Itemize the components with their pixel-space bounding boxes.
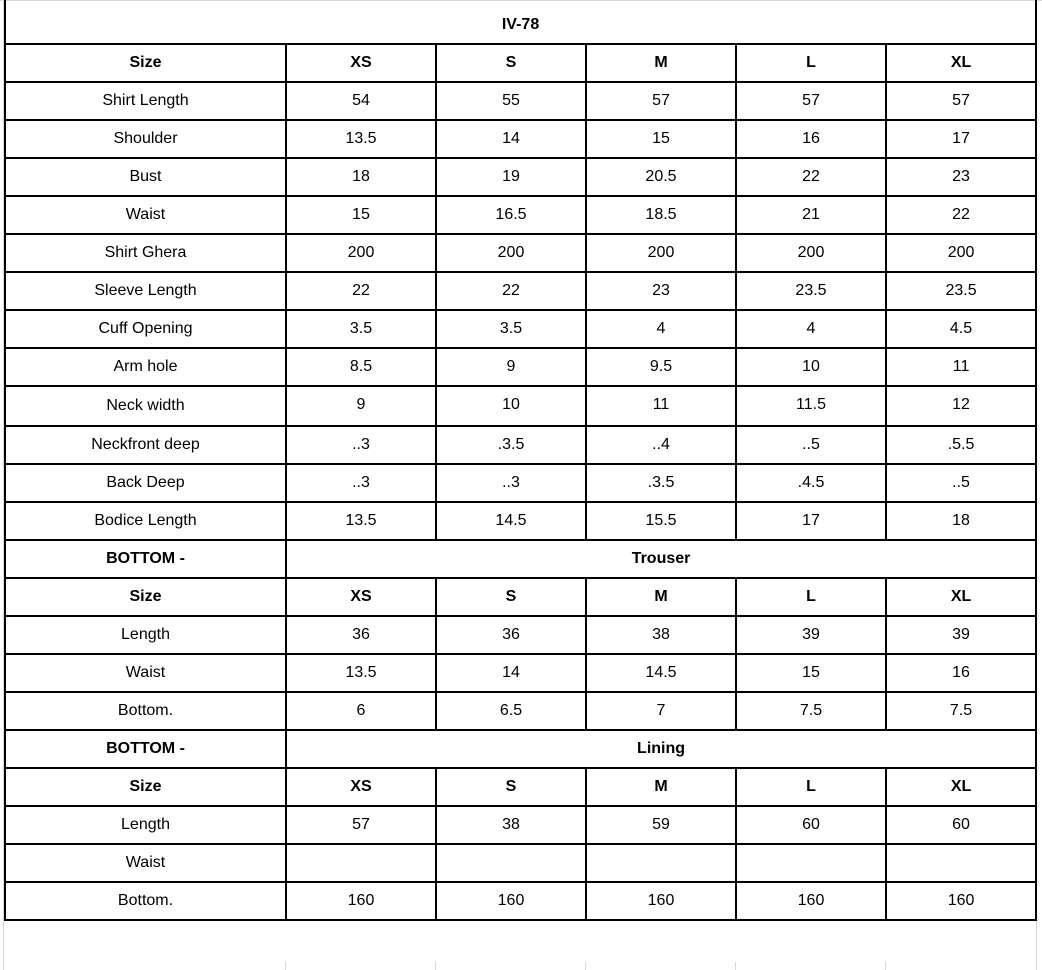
measure-cell[interactable]: 4 xyxy=(736,310,886,348)
measure-cell[interactable]: 17 xyxy=(886,120,1036,158)
measure-cell[interactable]: 14.5 xyxy=(586,654,736,692)
measure-cell[interactable]: 11 xyxy=(586,386,736,426)
measure-cell[interactable]: 57 xyxy=(736,82,886,120)
shirt-measure-row xyxy=(5,502,1036,540)
section-name[interactable]: Trouser xyxy=(286,540,1036,578)
measure-cell[interactable]: 8.5 xyxy=(286,348,436,386)
measure-cell[interactable]: 160 xyxy=(286,882,436,920)
row-label[interactable]: Shirt Length xyxy=(5,82,286,120)
shirt-measure-row xyxy=(5,310,1036,348)
measure-cell[interactable]: 21 xyxy=(736,196,886,234)
measure-cell[interactable]: 14 xyxy=(436,654,586,692)
shirt-measure-row xyxy=(5,82,1036,120)
measure-cell[interactable]: 200 xyxy=(286,234,436,272)
measure-cell[interactable]: 23.5 xyxy=(736,272,886,310)
measure-cell[interactable]: 10 xyxy=(736,348,886,386)
measure-cell[interactable]: 15.5 xyxy=(586,502,736,540)
measure-cell[interactable]: 57 xyxy=(586,82,736,120)
measure-cell[interactable]: 14 xyxy=(436,120,586,158)
size-chart-body xyxy=(5,1,1036,920)
size-header-s[interactable]: S xyxy=(436,578,586,616)
shirt-measure-row xyxy=(5,120,1036,158)
size-header-xl[interactable]: XL xyxy=(886,578,1036,616)
gridline xyxy=(585,962,586,970)
measure-cell[interactable]: 7 xyxy=(586,692,736,730)
size-header-l[interactable]: L xyxy=(736,768,886,806)
measure-cell[interactable]: 12 xyxy=(886,386,1036,426)
row-label[interactable]: Waist xyxy=(5,844,286,882)
measure-cell[interactable]: 17 xyxy=(736,502,886,540)
measure-cell[interactable]: 23 xyxy=(886,158,1036,196)
measure-cell[interactable] xyxy=(886,844,1036,882)
row-label[interactable]: Sleeve Length xyxy=(5,272,286,310)
measure-cell[interactable]: ..4 xyxy=(586,426,736,464)
measure-cell[interactable]: 19 xyxy=(436,158,586,196)
shirt-measure-row xyxy=(5,272,1036,310)
measure-cell[interactable]: .3.5 xyxy=(586,464,736,502)
size-chart-table xyxy=(4,0,1037,921)
size-header-xl[interactable]: XL xyxy=(886,44,1036,82)
measure-cell[interactable]: 13.5 xyxy=(286,120,436,158)
measure-cell[interactable]: 23 xyxy=(586,272,736,310)
measure-cell[interactable]: ..5 xyxy=(886,464,1036,502)
measure-cell[interactable]: ..3 xyxy=(436,464,586,502)
section-label[interactable]: BOTTOM - xyxy=(5,730,286,768)
measure-cell[interactable]: 7.5 xyxy=(886,692,1036,730)
measure-cell[interactable]: 59 xyxy=(586,806,736,844)
row-label[interactable]: Waist xyxy=(5,654,286,692)
row-label[interactable]: Cuff Opening xyxy=(5,310,286,348)
lining-measure-row xyxy=(5,806,1036,844)
measure-cell[interactable]: 57 xyxy=(286,806,436,844)
gridline xyxy=(735,962,736,970)
row-label[interactable]: Bust xyxy=(5,158,286,196)
row-label[interactable]: Length xyxy=(5,616,286,654)
row-label[interactable]: Bottom. xyxy=(5,882,286,920)
size-header-m[interactable]: M xyxy=(586,768,736,806)
measure-cell[interactable]: 13.5 xyxy=(286,654,436,692)
gridline xyxy=(285,962,286,970)
measure-cell[interactable]: 16 xyxy=(886,654,1036,692)
measure-cell[interactable] xyxy=(286,844,436,882)
measure-cell[interactable] xyxy=(586,844,736,882)
row-label[interactable]: Neck width xyxy=(5,386,286,426)
measure-cell[interactable]: 23.5 xyxy=(886,272,1036,310)
gridline xyxy=(885,962,886,970)
row-label[interactable]: Length xyxy=(5,806,286,844)
lining-size-header-row xyxy=(5,768,1036,806)
trouser-size-header-row xyxy=(5,578,1036,616)
row-label[interactable]: Arm hole xyxy=(5,348,286,386)
measure-cell[interactable]: 20.5 xyxy=(586,158,736,196)
size-header-l[interactable]: L xyxy=(736,578,886,616)
measure-cell[interactable]: 39 xyxy=(886,616,1036,654)
measure-cell[interactable]: 36 xyxy=(436,616,586,654)
measure-cell[interactable]: .3.5 xyxy=(436,426,586,464)
measure-cell[interactable]: 6.5 xyxy=(436,692,586,730)
size-header-xs[interactable]: XS xyxy=(286,768,436,806)
measure-cell[interactable]: 200 xyxy=(436,234,586,272)
measure-cell[interactable]: 15 xyxy=(286,196,436,234)
row-label[interactable]: Back Deep xyxy=(5,464,286,502)
measure-cell[interactable]: 11 xyxy=(886,348,1036,386)
measure-cell[interactable]: 54 xyxy=(286,82,436,120)
measure-cell[interactable]: 16 xyxy=(736,120,886,158)
row-label[interactable]: Bodice Length xyxy=(5,502,286,540)
measure-cell[interactable]: 9 xyxy=(436,348,586,386)
measure-cell[interactable]: 22 xyxy=(286,272,436,310)
measure-cell[interactable]: 22 xyxy=(886,196,1036,234)
measure-cell[interactable]: 60 xyxy=(736,806,886,844)
shirt-measure-row xyxy=(5,196,1036,234)
section-label[interactable]: BOTTOM - xyxy=(5,540,286,578)
size-header-xs[interactable]: XS xyxy=(286,578,436,616)
measure-cell[interactable]: 39 xyxy=(736,616,886,654)
shirt-measure-row xyxy=(5,158,1036,196)
trouser-measure-row xyxy=(5,654,1036,692)
measure-cell[interactable]: 22 xyxy=(436,272,586,310)
size-header-label[interactable]: Size xyxy=(5,578,286,616)
measure-cell[interactable]: 9.5 xyxy=(586,348,736,386)
shirt-measure-row xyxy=(5,464,1036,502)
measure-cell[interactable]: 15 xyxy=(586,120,736,158)
shirt-measure-row xyxy=(5,234,1036,272)
shirt-measure-row xyxy=(5,386,1036,426)
size-header-label[interactable]: Size xyxy=(5,44,286,82)
lining-section-row xyxy=(5,730,1036,768)
size-header-s[interactable]: S xyxy=(436,44,586,82)
measure-cell[interactable]: 6 xyxy=(286,692,436,730)
shirt-measure-row xyxy=(5,426,1036,464)
measure-cell[interactable]: 200 xyxy=(736,234,886,272)
measure-cell[interactable]: 200 xyxy=(586,234,736,272)
row-label[interactable]: Waist xyxy=(5,196,286,234)
measure-cell[interactable]: .5.5 xyxy=(886,426,1036,464)
measure-cell[interactable]: 9 xyxy=(286,386,436,426)
measure-cell[interactable] xyxy=(736,844,886,882)
measure-cell[interactable]: ..3 xyxy=(286,426,436,464)
size-header-l[interactable]: L xyxy=(736,44,886,82)
measure-cell[interactable]: 15 xyxy=(736,654,886,692)
trouser-section-row xyxy=(5,540,1036,578)
measure-cell[interactable]: 160 xyxy=(886,882,1036,920)
measure-cell[interactable]: 22 xyxy=(736,158,886,196)
measure-cell[interactable]: 18 xyxy=(886,502,1036,540)
gridline xyxy=(435,962,436,970)
trouser-measure-row xyxy=(5,692,1036,730)
row-label[interactable]: Neckfront deep xyxy=(5,426,286,464)
shirt-size-header-row xyxy=(5,44,1036,82)
measure-cell[interactable]: 57 xyxy=(886,82,1036,120)
size-header-s[interactable]: S xyxy=(436,768,586,806)
size-header-xl[interactable]: XL xyxy=(886,768,1036,806)
chart-title[interactable]: IV-78 xyxy=(5,1,1036,44)
size-header-m[interactable]: M xyxy=(586,44,736,82)
shirt-measure-row xyxy=(5,348,1036,386)
lining-measure-row xyxy=(5,844,1036,882)
size-header-xs[interactable]: XS xyxy=(286,44,436,82)
measure-cell[interactable]: 3.5 xyxy=(436,310,586,348)
title-row xyxy=(5,1,1036,44)
measure-cell[interactable]: ..5 xyxy=(736,426,886,464)
row-label[interactable]: Shoulder xyxy=(5,120,286,158)
measure-cell[interactable]: 4.5 xyxy=(886,310,1036,348)
measure-cell[interactable]: 16.5 xyxy=(436,196,586,234)
measure-cell[interactable]: 55 xyxy=(436,82,586,120)
measure-cell[interactable]: 38 xyxy=(586,616,736,654)
measure-cell[interactable]: 60 xyxy=(886,806,1036,844)
row-label[interactable]: Shirt Ghera xyxy=(5,234,286,272)
measure-cell[interactable]: .4.5 xyxy=(736,464,886,502)
measure-cell[interactable]: 3.5 xyxy=(286,310,436,348)
size-header-m[interactable]: M xyxy=(586,578,736,616)
row-label[interactable]: Bottom. xyxy=(5,692,286,730)
measure-cell[interactable]: 10 xyxy=(436,386,586,426)
measure-cell[interactable]: 38 xyxy=(436,806,586,844)
measure-cell[interactable]: 160 xyxy=(436,882,586,920)
size-header-label[interactable]: Size xyxy=(5,768,286,806)
measure-cell[interactable]: ..3 xyxy=(286,464,436,502)
trouser-measure-row xyxy=(5,616,1036,654)
measure-cell[interactable]: 36 xyxy=(286,616,436,654)
measure-cell[interactable]: 18 xyxy=(286,158,436,196)
measure-cell[interactable]: 200 xyxy=(886,234,1036,272)
lining-measure-row xyxy=(5,882,1036,920)
measure-cell[interactable]: 18.5 xyxy=(586,196,736,234)
measure-cell[interactable]: 14.5 xyxy=(436,502,586,540)
section-name[interactable]: Lining xyxy=(286,730,1036,768)
measure-cell[interactable]: 4 xyxy=(586,310,736,348)
measure-cell[interactable]: 13.5 xyxy=(286,502,436,540)
measure-cell[interactable]: 160 xyxy=(586,882,736,920)
measure-cell[interactable] xyxy=(436,844,586,882)
measure-cell[interactable]: 11.5 xyxy=(736,386,886,426)
measure-cell[interactable]: 160 xyxy=(736,882,886,920)
measure-cell[interactable]: 7.5 xyxy=(736,692,886,730)
